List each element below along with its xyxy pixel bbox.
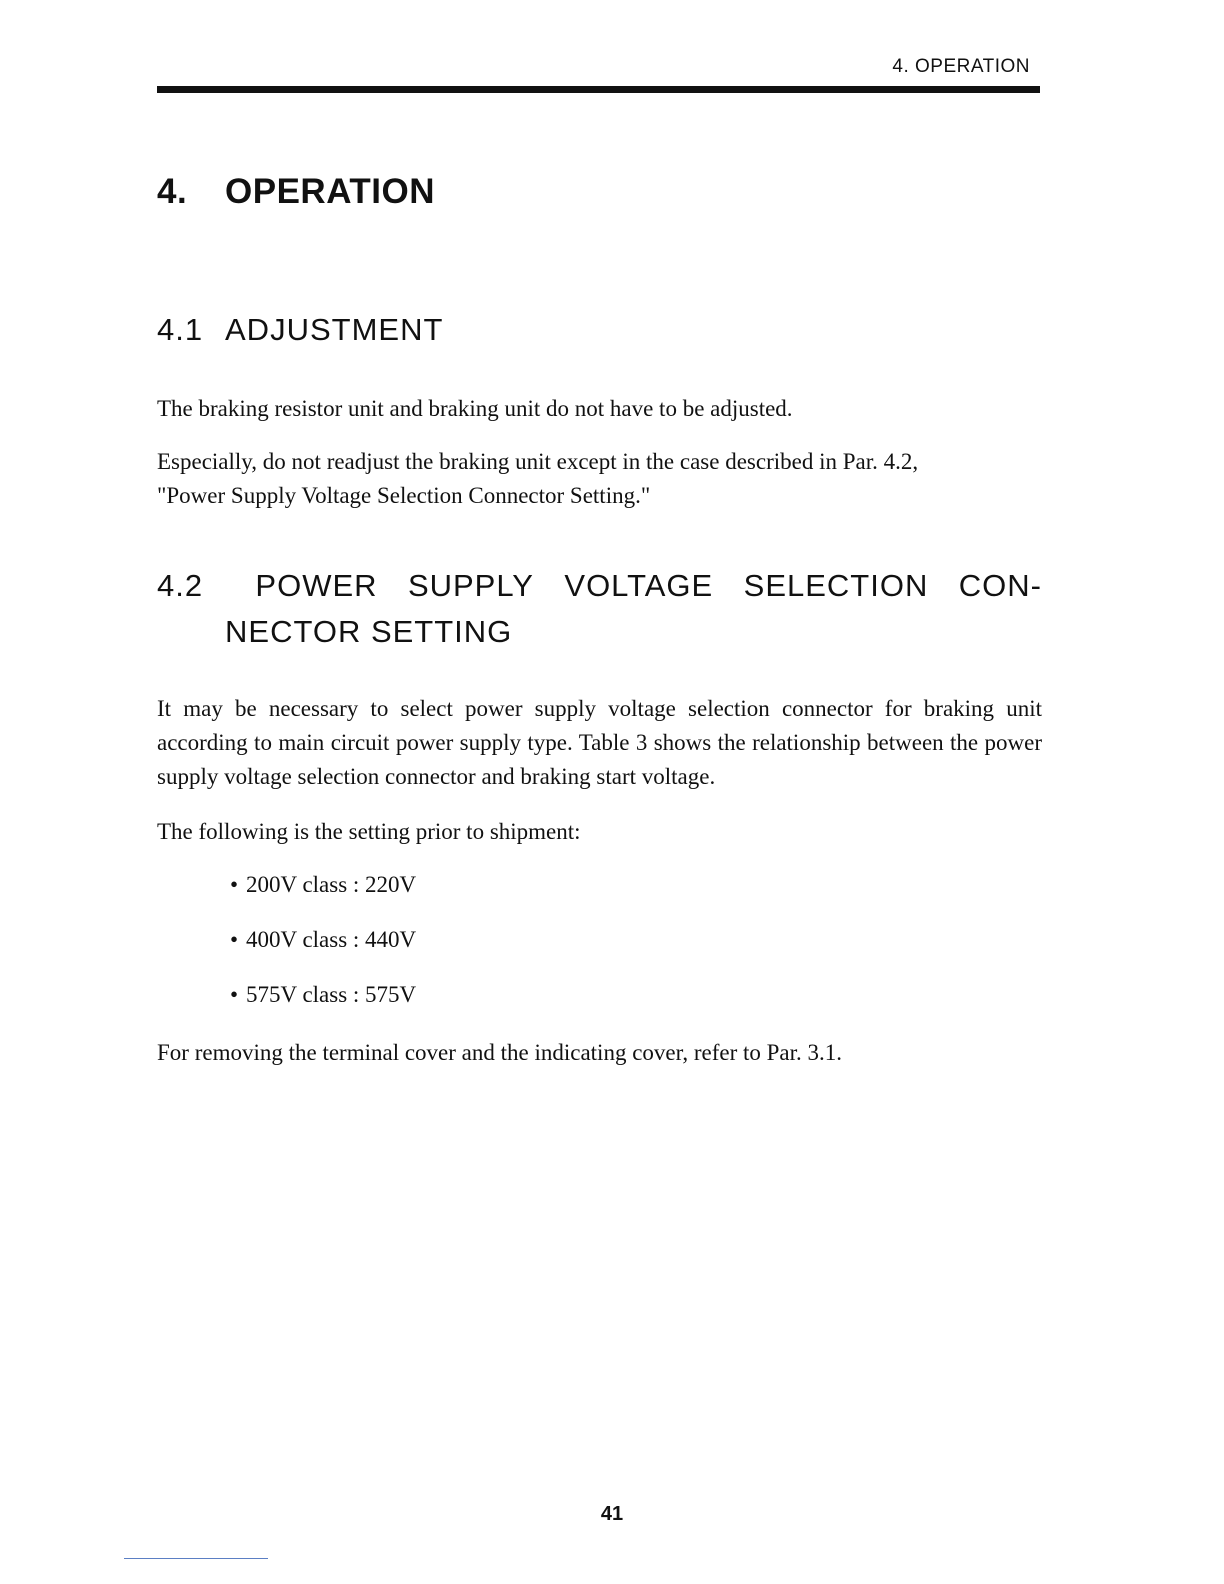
list-item	[230, 923, 416, 978]
cover-removal-note: For removing the terminal cover and the indicating cover, refer to Par. 3.1.	[157, 1040, 843, 1065]
header-rule	[157, 86, 1040, 93]
adjustment-paragraph-2	[157, 445, 1042, 513]
chapter-number: 4.	[157, 172, 188, 211]
shipment-setting-intro: The following is the setting prior to shipment:	[157, 819, 581, 844]
bullet-icon: •	[230, 982, 239, 1007]
list-item	[230, 868, 416, 923]
list-item	[230, 978, 416, 1033]
section-number: 4.1	[157, 312, 204, 347]
title-word: SUPPLY	[407, 568, 534, 603]
chapter-title	[157, 172, 435, 212]
adjustment-paragraph-2-line-1: Especially, do not readjust the braking unit except in the case described in Par. 4.2,	[157, 449, 919, 474]
section-heading-voltage-selection	[157, 563, 1042, 655]
adjustment-paragraph-1: The braking resistor unit and braking unit do not have to be adjusted.	[157, 396, 793, 421]
adjustment-paragraph-2-line-2: "Power Supply Voltage Selection Connector Setting."	[157, 483, 651, 508]
chapter-title-text: OPERATION	[225, 172, 435, 211]
voltage-selection-paragraph: It may be necessary to select power supply voltage selection connector for braking unit according to main circuit power supply type. Table 3 shows the relationship between the power supply voltage selection connector and braking start voltage.	[157, 696, 1042, 789]
title-word: CON-	[958, 568, 1042, 603]
list-item-text: 200V class : 220V	[246, 872, 417, 897]
section-number: 4.2	[157, 568, 204, 603]
title-word: VOLTAGE	[564, 568, 714, 603]
title-word: SELECTION	[743, 568, 929, 603]
bullet-icon: •	[230, 927, 239, 952]
section-title-line-1	[157, 563, 1042, 609]
list-item-text: 575V class : 575V	[246, 982, 417, 1007]
section-heading-adjustment	[157, 312, 443, 348]
bullet-icon: •	[230, 872, 239, 897]
title-word: POWER	[255, 568, 378, 603]
section-title-line-2: NECTOR SETTING	[225, 614, 513, 649]
list-item-text: 400V class : 440V	[246, 927, 417, 952]
shipment-settings-list	[230, 868, 416, 1033]
running-head: 4. OPERATION	[892, 56, 1030, 77]
page-number: 41	[600, 1503, 624, 1525]
footer-rule	[124, 1558, 268, 1559]
section-title: ADJUSTMENT	[225, 312, 444, 347]
